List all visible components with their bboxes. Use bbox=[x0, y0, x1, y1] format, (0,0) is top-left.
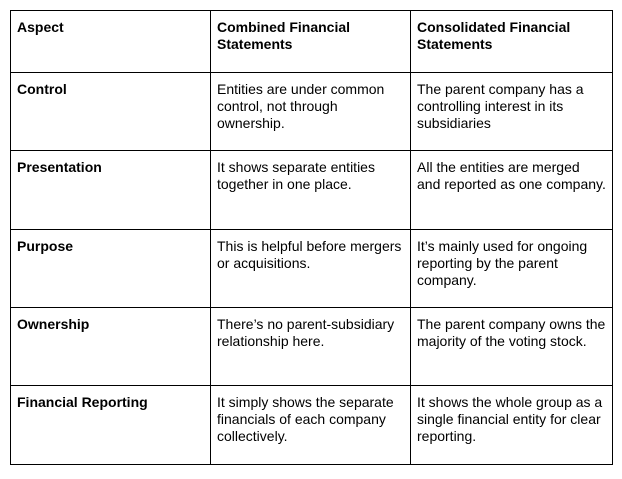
consolidated-cell: The parent company has a controlling interest in its subsidiaries bbox=[411, 73, 613, 151]
header-combined: Combined Financial Statements bbox=[211, 11, 411, 73]
comparison-table bbox=[10, 10, 613, 465]
consolidated-cell: The parent company owns the majority of the voting stock. bbox=[411, 308, 613, 386]
aspect-cell: Presentation bbox=[11, 151, 211, 230]
aspect-cell: Financial Reporting bbox=[11, 386, 211, 465]
table-row bbox=[11, 230, 613, 308]
table-row bbox=[11, 308, 613, 386]
table-row bbox=[11, 151, 613, 230]
combined-cell: Entities are under common control, not through ownership. bbox=[211, 73, 411, 151]
comparison-table-container bbox=[10, 10, 613, 465]
consolidated-cell: It’s mainly used for ongoing reporting by the parent company. bbox=[411, 230, 613, 308]
aspect-cell: Purpose bbox=[11, 230, 211, 308]
combined-cell: It simply shows the separate financials of each company collectively. bbox=[211, 386, 411, 465]
combined-cell: This is helpful before mergers or acquisitions. bbox=[211, 230, 411, 308]
table-row bbox=[11, 73, 613, 151]
header-consolidated: Consolidated Financial Statements bbox=[411, 11, 613, 73]
consolidated-cell: All the entities are merged and reported as one company. bbox=[411, 151, 613, 230]
aspect-cell: Control bbox=[11, 73, 211, 151]
combined-cell: There’s no parent-subsidiary relationship here. bbox=[211, 308, 411, 386]
table-header-row bbox=[11, 11, 613, 73]
header-aspect: Aspect bbox=[11, 11, 211, 73]
consolidated-cell: It shows the whole group as a single financial entity for clear reporting. bbox=[411, 386, 613, 465]
aspect-cell: Ownership bbox=[11, 308, 211, 386]
combined-cell: It shows separate entities together in one place. bbox=[211, 151, 411, 230]
table-row bbox=[11, 386, 613, 465]
